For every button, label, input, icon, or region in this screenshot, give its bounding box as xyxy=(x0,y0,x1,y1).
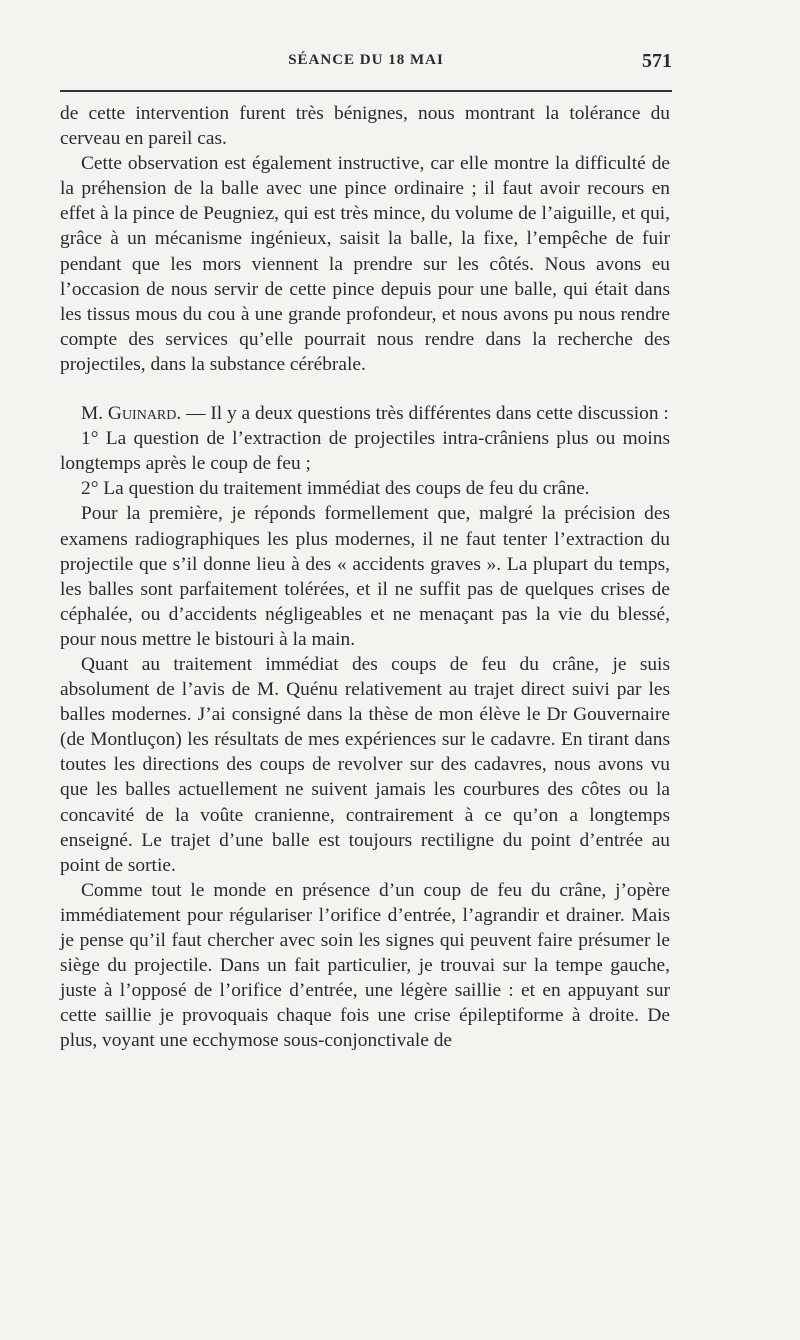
paragraph-continuation xyxy=(60,101,670,151)
paragraph-question-1 xyxy=(60,426,670,476)
paragraph-text: de cette intervention furent très bénignes, nous montrant la tolérance du cerveau en pareil cas. xyxy=(60,103,670,150)
page-number: 571 xyxy=(642,50,672,72)
paragraph-text: 2° La question du traitement immédiat des coups de feu du crâne. xyxy=(81,478,590,500)
paragraph-operation xyxy=(60,878,670,1054)
paragraph-text: Cette observation est également instructive, car elle montre la difficulté de la préhension de la balle avec une pince ordinaire ; il faut avoir recours en effet à la pince de Peugniez, qui est très mince, du volume de l’aiguille, et qui, grâce à un mécanisme ingénieux, saisit la balle, la fixe, l’empêche de fuir pendant que les mors viennent la prendre sur les côtés. Nous avons eu l’occasion de nous servir de cette pince depuis pour une balle, qui était dans les tissus mous du cou à une grande profondeur, et nous avons pu nous rendre compte des services qu’elle pourrait nous rendre dans la recherche des projectiles, dans la substance cérébrale. xyxy=(60,153,670,375)
paragraph-text: Quant au traitement immédiat des coups de feu du crâne, je suis absolument de l’avis de M. Quénu relativement au trajet direct suivi par les balles modernes. J’ai consigné dans la thèse de mon élève le Dr Gouvernaire (de Montluçon) les résultats de mes expériences sur le cadavre. En tirant dans toutes les directions des coups de revolver sur des cadavres, nous avons vu que les balles actuellement ne suivent jamais les courbures des côtes ou la concavité de la voûte cranienne, contrairement à ce qu’on a longtemps enseigné. Le trajet d’une balle est toujours rectiligne du point d’entrée au point de sortie. xyxy=(60,653,670,876)
paragraph-first-answer xyxy=(60,501,670,652)
paragraph-question-2 xyxy=(60,476,670,501)
paragraph-guinard-intro xyxy=(60,401,670,426)
paragraph-text: — Il y a deux questions très différentes dans cette discussion : xyxy=(181,403,669,425)
paragraph-immediate-treatment xyxy=(60,652,670,878)
running-header-title: SÉANCE DU 18 MAI xyxy=(288,52,444,68)
speaker-name: M. Guinard. xyxy=(81,403,182,425)
paragraph-text: Pour la première, je réponds formellement que, malgré la précision des examens radiographiques les plus modernes, il ne faut tenter l’extraction du projectile que s’il donne lieu à des « accidents graves ». La plupart du temps, les balles sont parfaitement tolérées, et il ne suffit pas de quelques crises de céphalée, ou d’accidents négligeables et ne menaçant pas la vie du blessé, pour nous mettre le bistouri à la main. xyxy=(60,503,670,650)
body-text xyxy=(60,101,670,1053)
paragraph-observation xyxy=(60,151,670,377)
paragraph-text: 1° La question de l’extraction de projectiles intra-crâniens plus ou moins longtemps après le coup de feu ; xyxy=(60,428,670,475)
running-header xyxy=(60,50,672,80)
paragraph-text: Comme tout le monde en présence d’un coup de feu du crâne, j’opère immédiatement pour régulariser l’orifice d’entrée, l’agrandir et drainer. Mais je pense qu’il faut chercher avec soin les signes qui peuvent faire présumer le siège du projectile. Dans un fait particulier, je trouvai sur la tempe gauche, juste à l’opposé de l’orifice d’entrée, une légère saillie : et en appuyant sur cette saillie je provoquais chaque fois une crise épileptiforme à droite. De plus, voyant une ecchymose sous-conjonctivale de xyxy=(60,879,670,1052)
header-rule xyxy=(60,90,672,92)
